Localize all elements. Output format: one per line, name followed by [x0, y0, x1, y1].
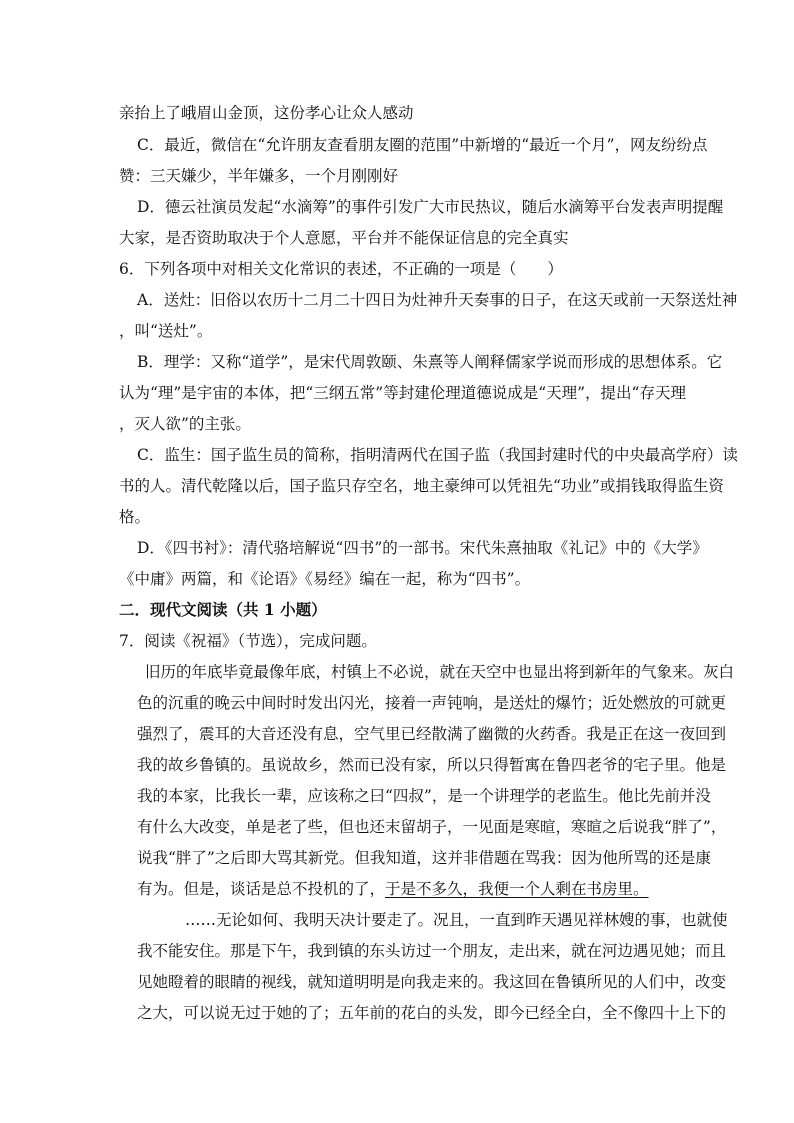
passage-para1-line-8 [137, 879, 649, 899]
q5-option-c-line-2: 赞：三天嫌少，半年嫌多，一个月刚刚好 [119, 167, 399, 185]
passage-para1-line-3: 强烈了，震耳的大音还没有息，空气里已经散满了幽微的火药香。我是正在这一夜回到 [137, 725, 727, 743]
q6-option-d-line-1: D．《四书衬》：清代骆培解说“四书”的一部书。宋代朱熹抽取《礼记》中的《大学》 [137, 539, 708, 557]
passage-para1-line-5: 我的本家，比我长一辈，应该称之曰“四叔”，是一个讲理学的老监生。他比先前并没 [137, 787, 711, 805]
passage-para1-line-2: 色的沉重的晚云中间时时发出闪光，接着一声钝响，是送灶的爆竹；近处燃放的可就更 [137, 694, 727, 712]
passage-para1-line-7: 说我“胖了”之后即大骂其新党。但我知道，这并非借题在骂我：因为他所骂的还是康 [137, 849, 711, 867]
q5-option-d-line-1: D．德云社演员发起“水滴筹”的事件引发广大市民热议，随后水滴筹平台发表声明提醒 [137, 198, 724, 216]
passage-para2-line-4: 之大，可以说无过于她的了；五年前的花白的头发，即今已经全白，全不像四十上下的 [137, 1004, 727, 1022]
passage-para2-line-3: 见她瞪着的眼睛的视线，就知道明明是向我走来的。我这回在鲁镇所见的人们中，改变 [137, 973, 727, 991]
continuation-line-1: 亲抬上了峨眉山金顶，这份孝心让众人感动 [119, 104, 414, 122]
q6-option-d-line-2: 《中庸》两篇，和《论语》《易经》编在一起，称为“四书”。 [119, 570, 531, 588]
passage-para1-line-1: 旧历的年底毕竟最像年底，村镇上不必说，就在天空中也显出将到新年的气象来。灰白 [145, 663, 735, 681]
q6-option-c-line-1: C．监生：国子监生员的简称，指明清两代在国子监（我国封建时代的中央最高学府）读 [137, 446, 738, 464]
passage-para2-line-1: ……无论如何、我明天决计要走了。况且，一直到昨天遇见祥林嫂的事，也就使 [185, 911, 728, 929]
q7-stem: 7．阅读《祝福》（节选），完成问题。 [119, 632, 377, 650]
passage-para2-line-2: 我不能安住。那是下午，我到镇的东头访过一个朋友，走出来，就在河边遇见她；而且 [137, 942, 727, 960]
passage-para1-line-4: 我的故乡鲁镇的。虽说故乡，然而已没有家，所以只得暂寓在鲁四老爷的宅子里。他是 [137, 756, 727, 774]
q6-option-a-line-1: A．送灶：旧俗以农历十二月二十四日为灶神升天奏事的日子，在这天或前一天祭送灶神 [137, 291, 738, 309]
passage-para1-line-6: 有什么大改变，单是老了些，但也还末留胡子，一见面是寒暄，寒暄之后说我“胖了”， [137, 818, 727, 836]
underlined-sentence: 于是不多久，我便一个人剩在书房里。 [385, 880, 649, 898]
q6-option-c-line-3: 格。 [119, 508, 151, 526]
section-heading-modern-reading: 二．现代文阅读（共 1 小题） [119, 600, 327, 619]
q6-stem: 6．下列各项中对相关文化常识的表述，不正确的一项是（ ） [119, 260, 563, 278]
q5-option-c-line-1: C．最近，微信在“允许朋友查看朋友圈的范围”中新增的“最近一个月”，网友纷纷点 [137, 136, 708, 154]
passage-para1-line-8-text: 有为。但是，谈话是总不投机的了， [137, 880, 386, 898]
q6-option-b-line-3: ，灭人欲”的主张。 [119, 415, 251, 433]
q5-option-d-line-2: 大家，是否资助取决于个人意愿，平台并不能保证信息的完全真实 [119, 229, 569, 247]
q6-option-a-line-2: ，叫“送灶”。 [119, 322, 213, 340]
q6-option-b-line-1: B．理学：又称“道学”，是宋代周敦颐、朱熹等人阐释儒家学说而形成的思想体系。它 [137, 353, 723, 371]
q6-option-b-line-2: 认为“理”是宇宙的本体，把“三纲五常”等封建伦理道德说成是“天理”，提出“存天理 [119, 384, 686, 402]
q6-option-c-line-2: 书的人。清代乾隆以后，国子监只存空名，地主豪绅可以凭祖先“功业”或捐钱取得监生资 [119, 477, 724, 495]
